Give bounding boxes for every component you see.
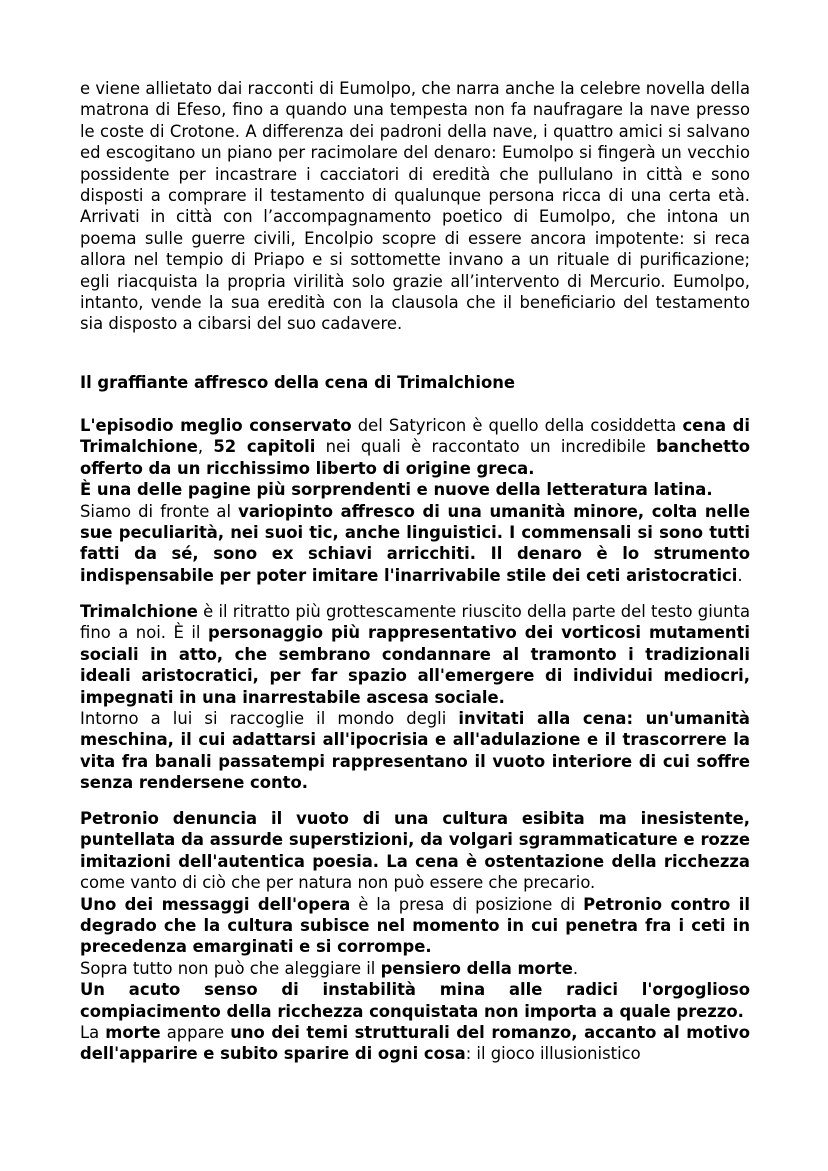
bold-span: invitati alla cena: un'umanità meschina, il cui adattarsi all'ipocrisia e all'adulazione e il trascorrere la vita fra banali passatempi rappresentano il vuoto interiore di cui soffre senza rendersene conto. xyxy=(80,709,750,793)
paragraph-petronio xyxy=(80,808,750,894)
paragraph-affresco xyxy=(80,501,750,587)
paragraph-morte-temi xyxy=(80,1022,750,1065)
bold-span: Un acuto senso di instabilità mina alle radici l'orgoglioso compiacimento della ricchezza conquistata non importa a quale prezzo. xyxy=(80,980,750,1021)
bold-span: 52 capitoli xyxy=(213,437,316,457)
text-span: . xyxy=(572,958,579,978)
intro-block xyxy=(80,78,750,335)
text-span: . xyxy=(737,565,743,585)
section-body-block-3 xyxy=(80,808,750,1065)
bold-span: cena di Trimalchione xyxy=(80,416,750,457)
bold-span: Trimalchione xyxy=(80,602,198,621)
bold-span: Uno dei messaggi dell'opera xyxy=(80,894,351,914)
text-span: Siamo di fronte al xyxy=(80,501,239,521)
text-span: del Satyricon è quello della cosiddetta xyxy=(351,416,683,435)
section-heading-block xyxy=(80,372,750,393)
section-body-block-2 xyxy=(80,601,750,794)
intro-paragraph: e viene allietato dai racconti di Eumolpo, che narra anche la celebre novella della matrona di Efeso, fino a quando una tempesta non fa naufragare la nave presso le coste di Crotone. A differenza dei padroni della nave, i quattro amici si salvano ed escogitano un piano per racimolare del denaro: Eumolpo si fingerà un vecchio possidente per incastrare i cacciatori di eredità che pullulano in città e sono disposti a comprare il testamento di qualunque persona ricca di una certa età. Arrivati in città con l’accompagnamento poetico di Eumolpo, che intona un poema sulle guerre civili, Encolpio scopre di essere ancora impotente: si reca allora nel tempio di Priapo e si sottomette invano a un rituale di purificazione; egli riacquista la propria virilità solo grazie all’intervento di Mercurio. Eumolpo, intanto, vende la sua eredità con la clausola che il beneficiario del testamento sia disposto a cibarsi del suo cadavere. xyxy=(80,79,750,334)
paragraph-morte-pensiero xyxy=(80,958,750,979)
text-span: Intorno a lui si raccoglie il mondo degli xyxy=(80,709,459,729)
paragraph-instabilita xyxy=(80,979,750,1022)
text-span: Sopra tutto non può che aleggiare il xyxy=(80,958,381,978)
bold-span: variopinto affresco di una umanità minore, colta nelle sue peculiarità, nei suoi tic, anche linguistici. I commensali si sono tutti fatti da sé, sono ex schiavi arricchiti. Il denaro è lo strumento indispensabile per poter imitare l'inarrivabile stile dei ceti aristocratici xyxy=(80,501,751,585)
text-span: è il ritratto più grottescamente riuscito della parte del testo giunta fino a noi. È il xyxy=(80,602,750,643)
paragraph-trimalchione xyxy=(80,601,750,708)
bold-span: personaggio più rappresentativo dei vorticosi mutamenti sociali in atto, che sembrano condannare al tramonto i tradizionali ideali aristocratici, per far spazio all'emergere di individui mediocri, impegnati in una inarrestabile ascesa sociale. xyxy=(80,623,750,707)
text-span: nei quali è raccontato un incredibile xyxy=(315,437,657,457)
bold-span: Petronio contro il degrado che la cultura subisce nel momento in cui penetra fra i ceti in precedenza emarginati e si corrompe. xyxy=(80,894,750,957)
bold-span: banchetto offerto da un ricchissimo liberto di origine greca. xyxy=(80,437,751,478)
section-body-block-1 xyxy=(80,415,750,586)
section-heading: Il graffiante affresco della cena di Trimalchione xyxy=(80,373,516,392)
text-span: appare xyxy=(160,1023,231,1043)
text-span: La xyxy=(80,1023,106,1043)
bold-span: È una delle pagine più sorprendenti e nuove della letteratura latina. xyxy=(80,480,713,500)
paragraph-messaggi xyxy=(80,894,750,958)
bold-span: pensiero della morte xyxy=(380,958,573,978)
paragraph-invitati xyxy=(80,708,750,794)
text-span: come vanto di ciò che per natura non può essere che precario. xyxy=(80,873,596,893)
bold-span: morte xyxy=(105,1023,161,1043)
text-span: : il gioco illusionistico xyxy=(465,1044,641,1064)
paragraph-pagine xyxy=(80,479,750,500)
text-span: , xyxy=(197,437,214,457)
text-span: è la presa di posizione di xyxy=(350,894,584,914)
bold-span: L'episodio meglio conservato xyxy=(80,416,352,435)
paragraph-episodio xyxy=(80,415,750,479)
bold-span: Petronio denuncia il vuoto di una cultura esibita ma inesistente, puntellata da assurde superstizioni, da volgari sgrammaticature e rozze imitazioni dell'autentica poesia. La cena è ostentazione della ricchezza xyxy=(80,809,750,871)
bold-span: uno dei temi strutturali del romanzo, accanto al motivo dell'apparire e subito sparire di ogni cosa xyxy=(80,1023,751,1064)
